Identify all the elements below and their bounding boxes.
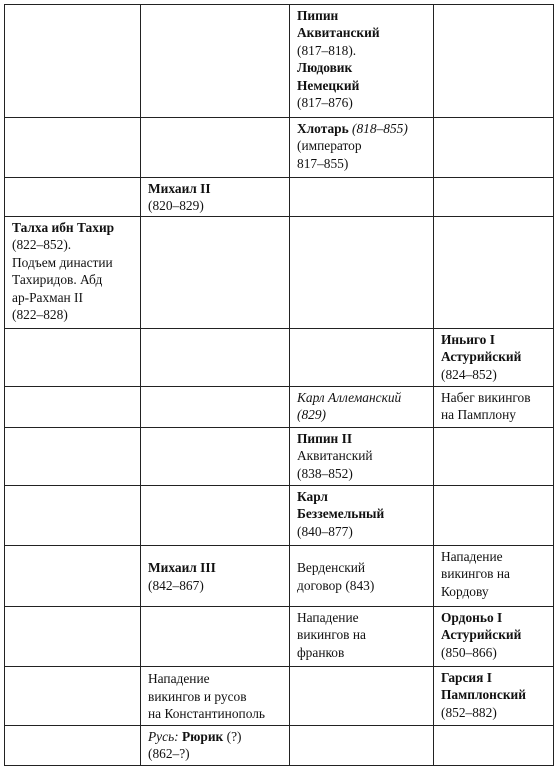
cell-line [148, 745, 283, 762]
cell-text: Астурийский [441, 349, 522, 365]
cell-text: Карл [297, 489, 328, 504]
cell-line [12, 306, 134, 323]
cell-line [148, 577, 283, 594]
table-cell-col2 [141, 118, 290, 178]
table-cell-col4 [434, 486, 554, 546]
cell-line [148, 688, 283, 705]
cell-text: Пипин [297, 8, 339, 23]
cell-text: Гарсия I [441, 670, 492, 685]
cell-text: Людовик [297, 60, 353, 76]
table-row [5, 387, 554, 428]
cell-text: Астурийский [441, 627, 522, 643]
cell-line [441, 626, 547, 643]
cell-text: Рюрик [178, 729, 224, 744]
chronology-table [4, 4, 554, 766]
cell-text: (817–818). [297, 42, 357, 58]
cell-text: Аквитанский [297, 25, 380, 41]
cell-text: (840–877) [297, 523, 353, 539]
cell-line [148, 728, 283, 745]
table-cell-col1 [5, 428, 141, 486]
cell-text: (838–852) [297, 465, 353, 481]
cell-text: (862–?) [148, 746, 190, 762]
chronology-table-body [5, 5, 554, 766]
cell-text: (822–828) [12, 307, 68, 323]
cell-text: Пипин II [297, 431, 353, 446]
table-row [5, 178, 554, 217]
table-cell-col2 [141, 486, 290, 546]
table-row [5, 5, 554, 118]
cell-line [148, 180, 283, 197]
cell-line [297, 120, 427, 137]
cell-text: Иньиго I [441, 332, 495, 347]
table-cell-col4 [434, 726, 554, 766]
cell-line [297, 42, 427, 59]
table-cell-col3 [290, 217, 434, 329]
table-cell-col2 [141, 5, 290, 118]
table-cell-col4 [434, 118, 554, 178]
table-cell-col3 [290, 546, 434, 607]
table-cell-col3 [290, 178, 434, 217]
table-cell-col4 [434, 387, 554, 428]
cell-line [12, 271, 134, 288]
cell-text: (820–829) [148, 198, 204, 214]
table-cell-col2 [141, 329, 290, 387]
cell-text: на Константинополь [148, 706, 266, 722]
table-cell-col1 [5, 217, 141, 329]
cell-line [297, 59, 427, 76]
cell-line [297, 609, 427, 626]
cell-text: (852–882) [441, 704, 497, 720]
table-row [5, 217, 554, 329]
cell-line [297, 406, 427, 423]
table-cell-col4 [434, 428, 554, 486]
cell-line [12, 289, 134, 306]
cell-text: (император [297, 138, 362, 154]
table-cell-col1 [5, 118, 141, 178]
table-cell-col3 [290, 607, 434, 667]
table-cell-col1 [5, 607, 141, 667]
cell-text: Немецкий [297, 77, 360, 93]
cell-text: (817–876) [297, 95, 353, 111]
cell-text: Тахиридов. Абд [12, 272, 103, 288]
cell-text: викингов на [297, 627, 366, 643]
cell-line [297, 447, 427, 464]
cell-line [297, 94, 427, 111]
table-cell-col2 [141, 726, 290, 766]
table-cell-col2 [141, 387, 290, 428]
cell-line [297, 7, 427, 24]
cell-text: Ордоньо I [441, 610, 503, 625]
cell-text: (?) [223, 729, 242, 744]
table-row [5, 607, 554, 667]
cell-text: Русь: [148, 729, 179, 744]
cell-line [441, 583, 547, 600]
cell-line [297, 24, 427, 41]
table-cell-col1 [5, 726, 141, 766]
table-cell-col4 [434, 178, 554, 217]
cell-line [441, 686, 547, 703]
cell-line [441, 704, 547, 721]
cell-text: Безземельный [297, 506, 385, 522]
cell-text: викингов и русов [148, 688, 247, 704]
cell-text: Михаил II [148, 181, 211, 196]
cell-line [441, 644, 547, 661]
cell-text: Аквитанский [297, 448, 373, 464]
cell-line [441, 548, 547, 565]
cell-text: (842–867) [148, 577, 204, 593]
table-cell-col1 [5, 486, 141, 546]
cell-text: Набег викингов [441, 390, 531, 405]
table-row [5, 667, 554, 726]
cell-line [297, 505, 427, 522]
cell-text: (822–852). [12, 237, 72, 253]
cell-text: договор (843) [297, 577, 375, 593]
cell-text: (824–852) [441, 366, 497, 382]
table-cell-col4 [434, 667, 554, 726]
table-cell-col1 [5, 546, 141, 607]
cell-line [297, 465, 427, 482]
cell-line [297, 626, 427, 643]
cell-text: на Памплону [441, 407, 516, 423]
cell-text: (829) [297, 407, 327, 423]
cell-line [297, 155, 427, 172]
cell-line [297, 137, 427, 154]
cell-text: викингов на [441, 566, 510, 582]
cell-text: Верденский [297, 560, 366, 576]
table-row [5, 428, 554, 486]
cell-line [297, 430, 427, 447]
table-cell-col1 [5, 667, 141, 726]
cell-text: Хлотарь [297, 121, 349, 136]
table-cell-col3 [290, 387, 434, 428]
table-cell-col1 [5, 5, 141, 118]
cell-text: Памплонский [441, 687, 526, 703]
cell-line [148, 705, 283, 722]
cell-line [441, 331, 547, 348]
cell-text: Кордову [441, 583, 489, 599]
table-cell-col1 [5, 329, 141, 387]
table-cell-col2 [141, 667, 290, 726]
cell-text: (818–855) [348, 121, 408, 136]
table-cell-col4 [434, 607, 554, 667]
cell-line [297, 577, 427, 594]
table-cell-col4 [434, 546, 554, 607]
table-row [5, 726, 554, 766]
cell-text: (850–866) [441, 644, 497, 660]
cell-text: Карл Аллеманский [297, 390, 402, 405]
table-row [5, 118, 554, 178]
table-row [5, 546, 554, 607]
cell-line [12, 236, 134, 253]
cell-line [297, 559, 427, 576]
cell-line [441, 389, 547, 406]
cell-text: Талха ибн Тахир [12, 220, 115, 235]
table-cell-col2 [141, 546, 290, 607]
table-cell-col3 [290, 428, 434, 486]
cell-line [441, 406, 547, 423]
table-cell-col2 [141, 428, 290, 486]
table-row [5, 486, 554, 546]
cell-line [12, 219, 134, 236]
table-cell-col3 [290, 486, 434, 546]
cell-line [297, 389, 427, 406]
cell-line [297, 488, 427, 505]
table-cell-col1 [5, 178, 141, 217]
cell-line [12, 254, 134, 271]
table-cell-col3 [290, 726, 434, 766]
table-row [5, 329, 554, 387]
cell-line [297, 644, 427, 661]
cell-line [297, 523, 427, 540]
cell-line [441, 348, 547, 365]
table-cell-col1 [5, 387, 141, 428]
cell-line [148, 197, 283, 214]
cell-text: 817–855) [297, 155, 349, 171]
cell-line [148, 670, 283, 687]
cell-line [441, 669, 547, 686]
cell-line [441, 366, 547, 383]
cell-text: ар-Рахман II [12, 289, 83, 305]
table-cell-col2 [141, 217, 290, 329]
cell-text: Нападение [148, 671, 210, 687]
cell-line [297, 77, 427, 94]
cell-text: Подъем династии [12, 254, 113, 270]
table-cell-col2 [141, 607, 290, 667]
table-cell-col3 [290, 118, 434, 178]
table-cell-col4 [434, 329, 554, 387]
table-cell-col4 [434, 217, 554, 329]
cell-text: франков [297, 644, 345, 660]
table-cell-col2 [141, 178, 290, 217]
cell-text: Нападение [297, 610, 359, 625]
cell-text: Нападение [441, 549, 503, 564]
cell-line [441, 609, 547, 626]
table-cell-col4 [434, 5, 554, 118]
table-cell-col3 [290, 329, 434, 387]
table-cell-col3 [290, 5, 434, 118]
cell-line [148, 559, 283, 576]
cell-text: Михаил III [148, 560, 216, 576]
table-cell-col3 [290, 667, 434, 726]
cell-line [441, 565, 547, 582]
